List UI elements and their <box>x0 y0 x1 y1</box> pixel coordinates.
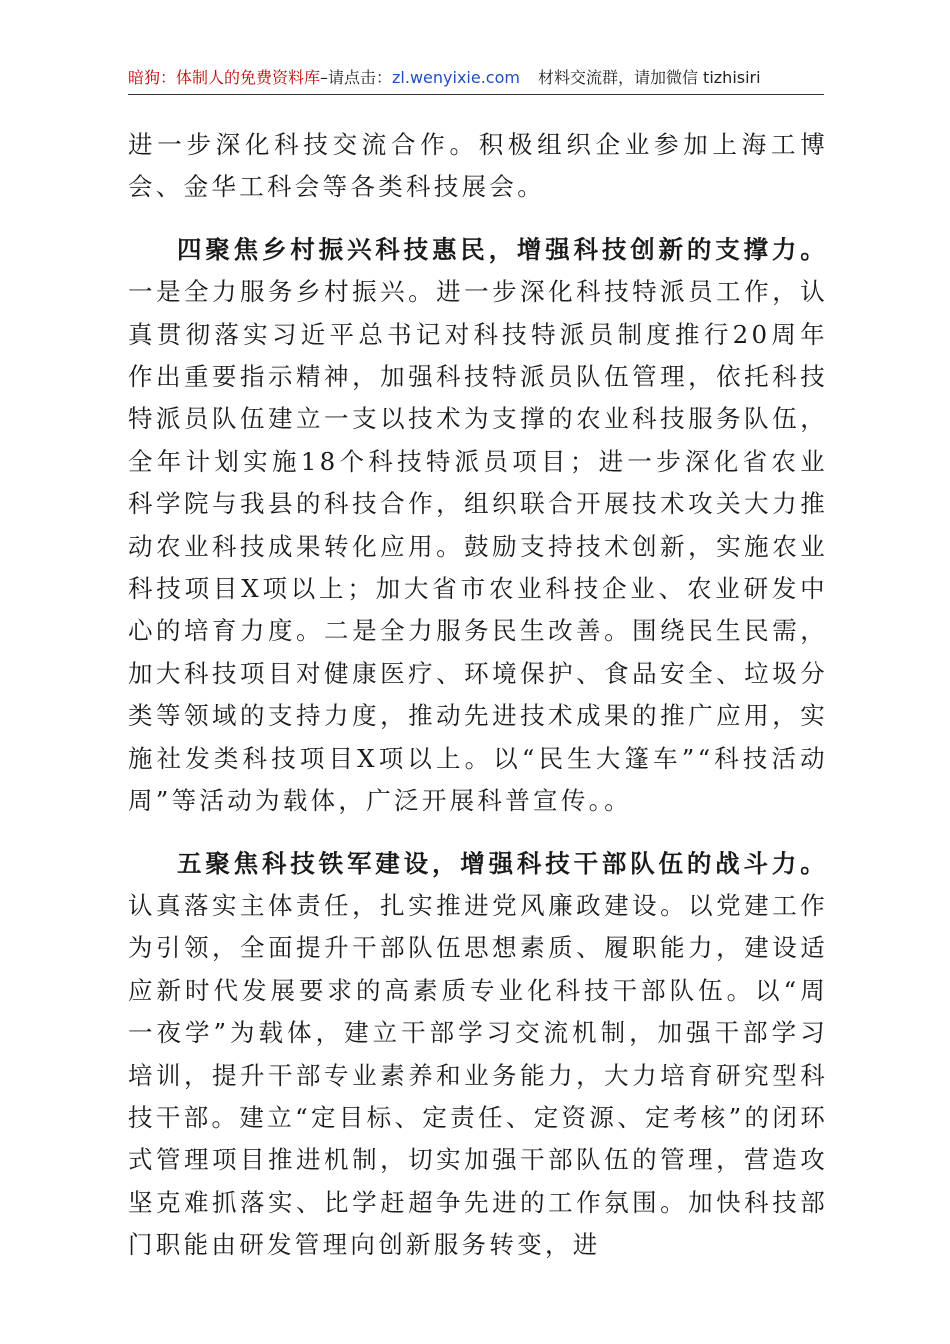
page-header <box>128 62 824 95</box>
document-body <box>128 124 828 1267</box>
section-5-paragraph <box>128 843 828 1267</box>
header-url-link[interactable]: zl.wenyixie.com <box>392 68 520 87</box>
header-note: 材料交流群，请加微信 tizhisiri <box>537 68 761 87</box>
continuation-paragraph: 进一步深化科技交流合作。积极组织企业参加上海工博会、金华工科会等各类科技展会。 <box>128 130 828 202</box>
section-4-body: 一是全力服务乡村振兴。进一步深化科技特派员工作，认真贯彻落实习近平总书记对科技特派员制度推行20周年作出重要指示精神，加强科技特派员队伍管理，依托科技特派员队伍建立一支以技术为支撑的农业科技服务队伍，全年计划实施18个科技特派员项目；进一步深化省农业科学院与我县的科技合作，组织联合开展技术攻关大力推动农业科技成果转化应用。鼓励支持技术创新，实施农业科技项目X项以上；加大省市农业科技企业、农业研发中心的培育力度。二是全力服务民生改善。围绕民生民需，加大科技项目对健康医疗、环境保护、食品安全、垃圾分类等领域的支持力度，推动先进技术成果的推广应用，实施社发类科技项目X项以上。以“民生大篷车”“科技活动周”等活动为载体，广泛开展科普宣传。。 <box>128 277 828 816</box>
section-5-body: 认真落实主体责任，扎实推进党风廉政建设。以党建工作为引领，全面提升干部队伍思想素质、履职能力，建设适应新时代发展要求的高素质专业化科技干部队伍。以“周一夜学”为载体，建立干部学习交流机制，加强干部学习培训，提升干部专业素养和业务能力，大力培育研究型科技干部。建立“定目标、定责任、定资源、定考核”的闭环式管理项目推进机制，切实加强干部队伍的管理，营造攻坚克难抓落实、比学赶超争先进的工作氛围。加快科技部门职能由研发管理向创新服务转变，进 <box>128 890 828 1260</box>
header-brand: 暗狗：体制人的免费资料库 <box>128 68 321 87</box>
section-5-heading: 五聚焦科技铁军建设，增强科技干部队伍的战斗力。 <box>177 848 828 878</box>
section-4-paragraph <box>128 229 828 823</box>
header-prompt: –请点击： <box>320 68 393 87</box>
section-4-heading: 四聚焦乡村振兴科技惠民，增强科技创新的支撑力。 <box>177 234 828 264</box>
